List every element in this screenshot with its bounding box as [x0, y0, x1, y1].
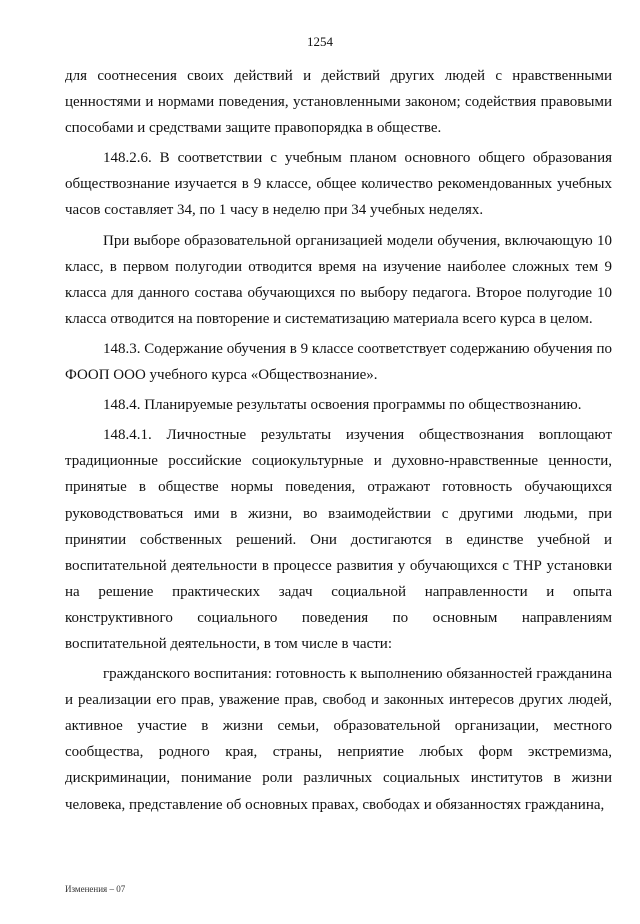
paragraph-1: для соотнесения своих действий и действий других людей с нравственными ценностями и нормами поведения, установленными законом; содействия правовыми способами и средствами защите правопорядка в обществе. — [65, 68, 612, 137]
paragraph-7: гражданского воспитания: готовность к выполнению обязанностей гражданина и реализации его прав, уважение прав, свобод и законных интересов других людей, активное участие в жизни семьи, образовательной организации, местного сообщества, родного края, страны, неприятие любых форм экстремизма, дискриминации, понимание роли различных социальных институтов в жизни человека, представление об основных правах, свободах и обязанностях гражданина, — [65, 666, 612, 813]
page-number: 1254 — [307, 34, 333, 49]
paragraph-4: 148.3. Содержание обучения в 9 классе соответствует содержанию обучения по ФООП ООО учебного курса «Обществознание». — [65, 340, 612, 384]
paragraph-6: 148.4.1. Личностные результаты изучения обществознания воплощают традиционные российские социокультурные и духовно-нравственные ценности, принятые в обществе нормы поведения, отражают готовность обучающихся руководствоваться ими в жизни, во взаимодействии с другими людьми, при принятии собственных решений. Они достигаются в единстве учебной и воспитательной деятельности в процессе развития у обучающихся с ТНР установки на решение практических задач социальной направленности и опыта конструктивного социального поведения по основным направлениям воспитательной деятельности, в том числе в части: — [65, 427, 612, 652]
document-body — [65, 63, 612, 822]
page-footer: Изменения – 07 — [65, 884, 126, 894]
paragraph-2: 148.2.6. В соответствии с учебным планом основного общего образования обществознание изучается в 9 классе, общее количество рекомендованных учебных часов составляет 34, по 1 часу в неделю при 34 учебных неделях. — [65, 150, 612, 219]
paragraph-5: 148.4. Планируемые результаты освоения программы по обществознанию. — [103, 397, 582, 414]
paragraph-3: При выборе образовательной организацией модели обучения, включающую 10 класс, в первом полугодии отводится время на изучение наиболее сложных тем 9 класса для данного состава обучающихся по выбору педагога. Второе полугодие 10 класса отводится на повторение и систематизацию материала всего курса в целом. — [65, 232, 612, 327]
